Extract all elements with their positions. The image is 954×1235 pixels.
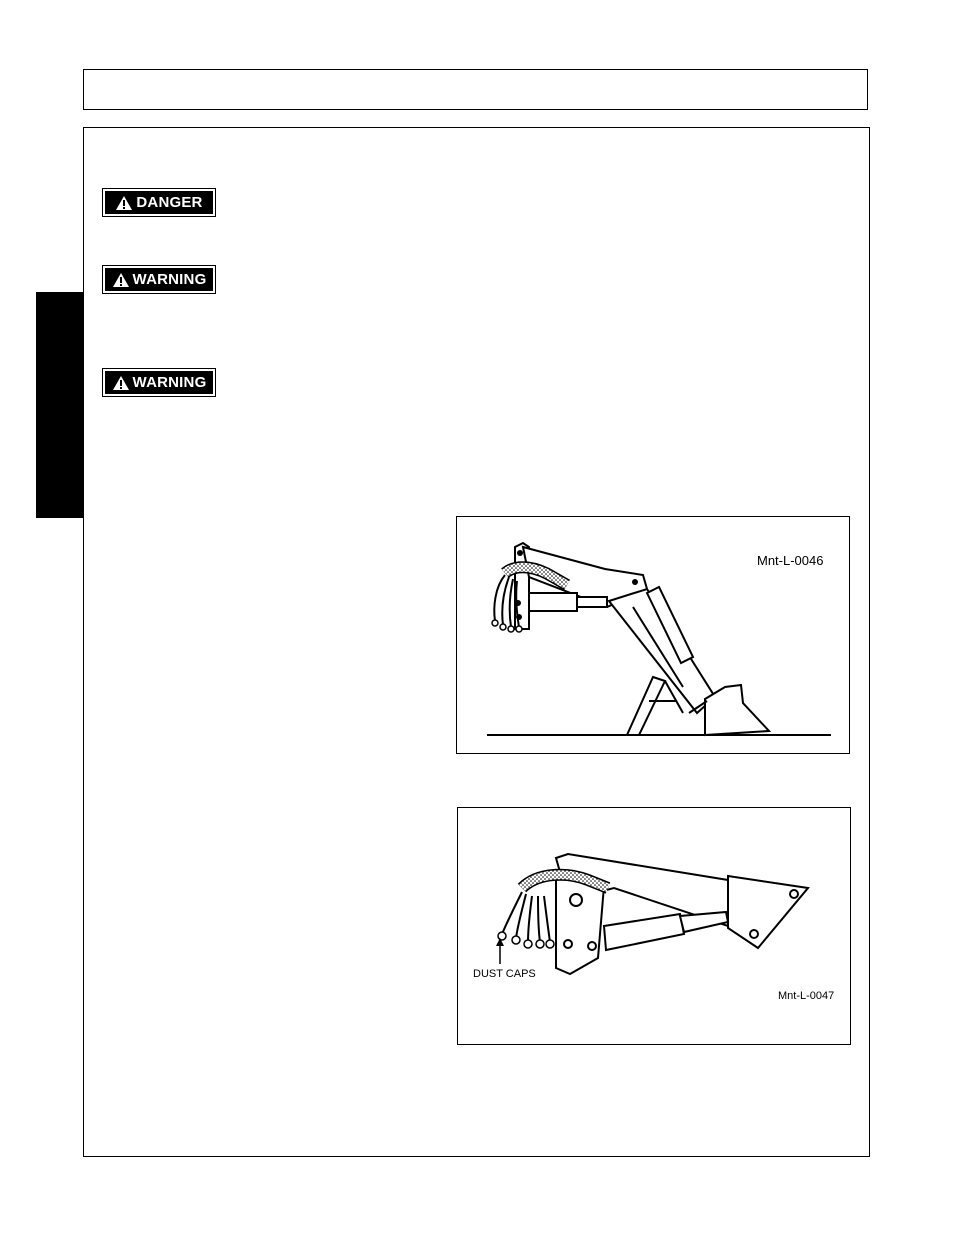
page-header-box xyxy=(83,69,868,110)
warning-label-text: WARNING xyxy=(132,271,207,288)
dust-caps-callout: DUST CAPS xyxy=(473,968,536,980)
figure-dust-caps xyxy=(457,807,851,1045)
warning-label-2 xyxy=(102,368,216,397)
dust-caps-illustration xyxy=(458,808,852,1046)
warning-label-2-text: WARNING xyxy=(132,374,207,391)
figure-reference-2: Mnt-L-0047 xyxy=(778,990,835,1002)
hazard-triangle-icon xyxy=(112,375,130,391)
danger-label xyxy=(102,188,216,217)
figure-reference: Mnt-L-0046 xyxy=(757,553,824,568)
figure-loader-parked xyxy=(456,516,850,754)
danger-label-text: DANGER xyxy=(136,194,203,211)
section-side-tab xyxy=(36,292,84,518)
warning-label xyxy=(102,265,216,294)
hazard-triangle-icon xyxy=(115,195,133,211)
hazard-triangle-icon xyxy=(112,272,130,288)
